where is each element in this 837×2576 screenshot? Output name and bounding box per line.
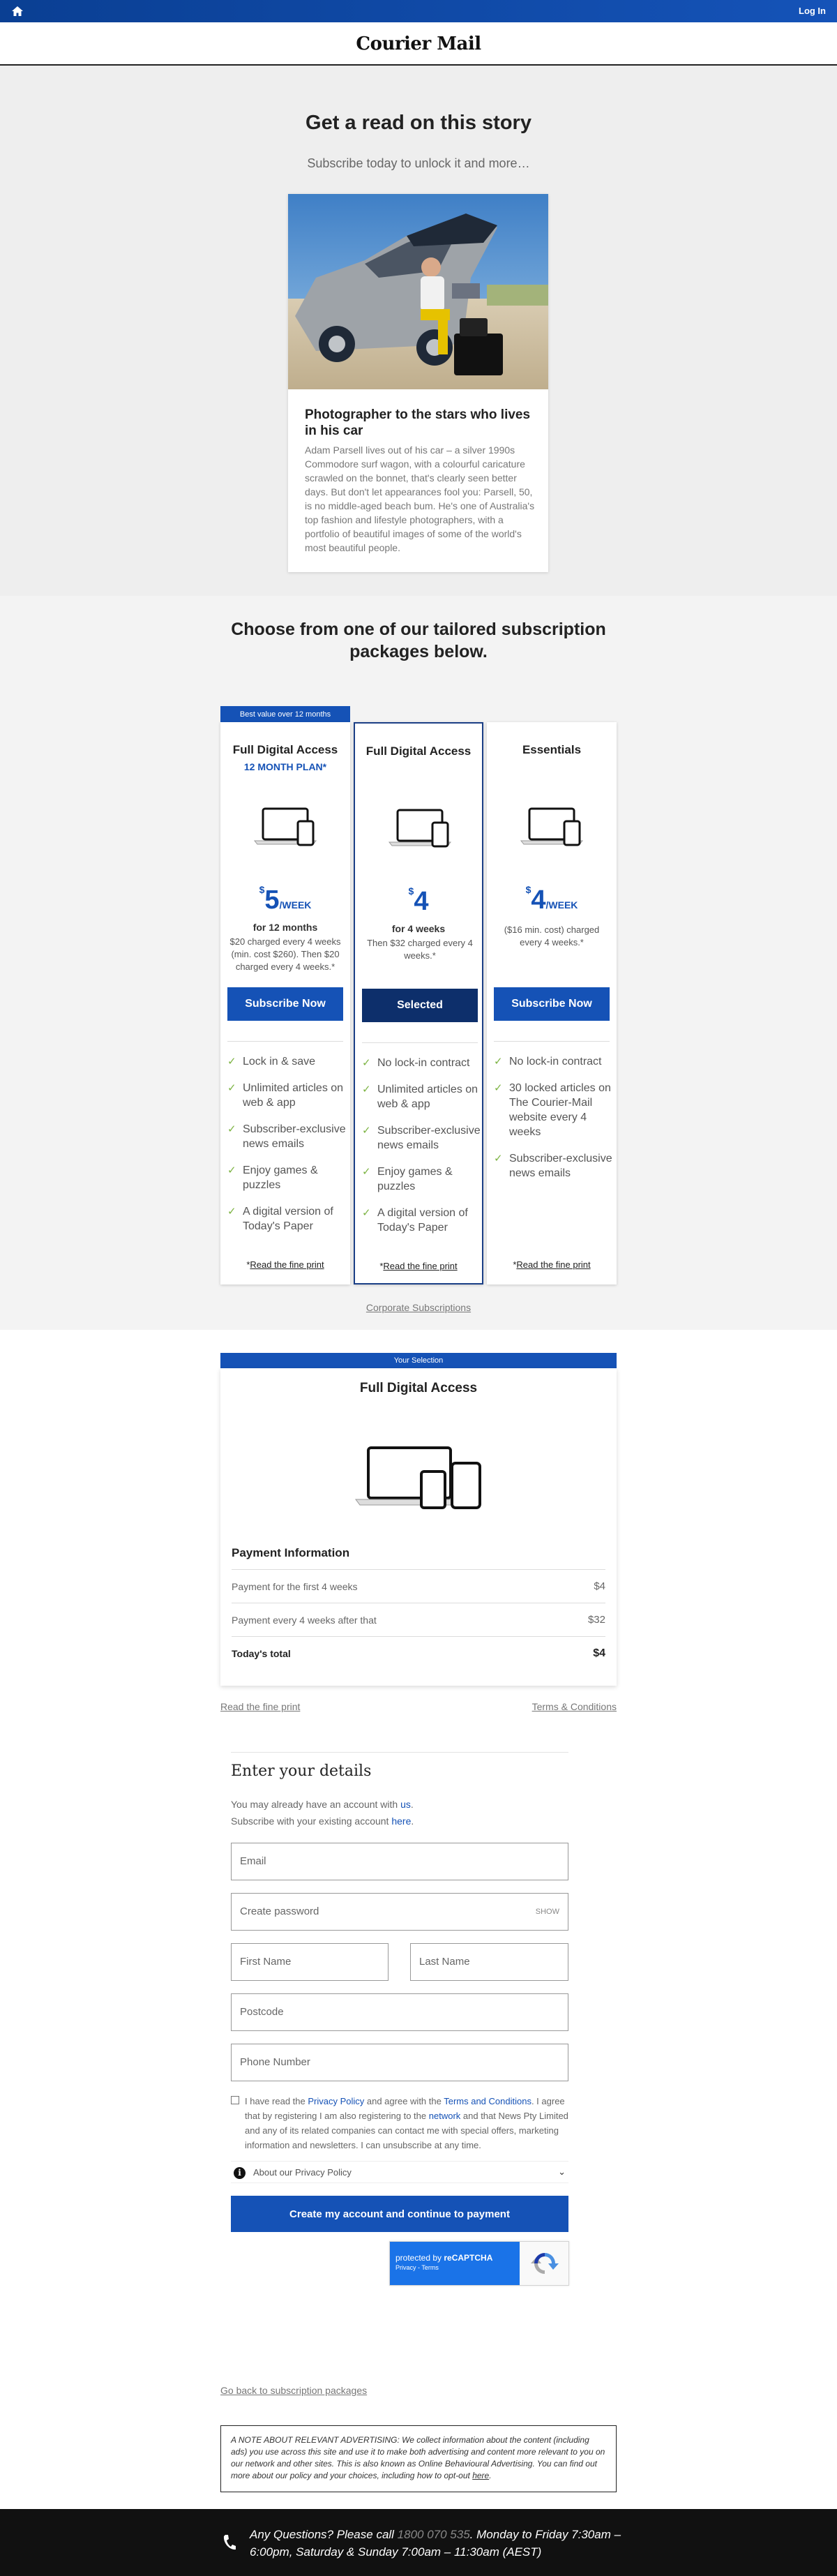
plan-price: $5/WEEK xyxy=(259,884,312,915)
plan-note: Then $32 charged every 4 weeks.* xyxy=(367,938,473,961)
your-selection-header: Your Selection xyxy=(220,1353,617,1368)
plan-term: for 12 months xyxy=(252,922,318,933)
fine-print: *Read the fine print xyxy=(379,1261,458,1271)
selection-card xyxy=(220,1368,617,1686)
email-field[interactable]: Email xyxy=(231,1843,568,1880)
check-icon: ✓ A digital version of Today's Paper xyxy=(227,1204,346,1234)
check-icon: ✓ A digital version of Today's Paper xyxy=(362,1206,481,1235)
fine-print: *Read the fine print xyxy=(246,1259,324,1270)
agree-checkbox[interactable] xyxy=(231,2096,239,2104)
check-icon: ✓ Lock in & save xyxy=(227,1054,346,1069)
recaptcha-badge[interactable]: protected by reCAPTCHA Privacy - Terms xyxy=(389,2241,569,2286)
fine-print-link[interactable]: Read the fine print xyxy=(516,1259,591,1270)
existing-account-note: Subscribe with your existing account here. xyxy=(231,1815,414,1827)
subscribe-now-button[interactable]: Subscribe Now xyxy=(227,987,343,1021)
plan-price: $4 xyxy=(408,885,429,916)
plan-card-12-month[interactable] xyxy=(220,722,350,1285)
plan-card-4-week[interactable] xyxy=(354,722,483,1285)
recaptcha-links[interactable]: Privacy - Terms xyxy=(395,2264,439,2271)
chevron-down-icon: ⌄ xyxy=(558,2166,566,2177)
plan-name: Essentials xyxy=(522,743,582,756)
check-icon: ✓ No lock-in contract xyxy=(494,1054,612,1069)
plan-tag: 12 MONTH PLAN* xyxy=(243,761,327,772)
plan-name: Full Digital Access xyxy=(365,744,472,758)
divider xyxy=(231,1752,568,1753)
check-icon: ✓ 30 locked articles on The Courier-Mail website every 4 weeks xyxy=(494,1081,612,1139)
existing-account-note: You may already have an account with us. xyxy=(231,1799,414,1810)
story-title[interactable]: Photographer to the stars who lives in his car xyxy=(305,407,531,438)
laptop-phone-icon xyxy=(386,807,453,848)
subscribe-now-button[interactable]: Subscribe Now xyxy=(494,987,610,1021)
terms-link[interactable]: Terms and Conditions xyxy=(444,2096,531,2106)
phone-number-link[interactable]: 1800 070 535 xyxy=(397,2528,470,2541)
privacy-policy-link[interactable]: Privacy Policy xyxy=(308,2096,365,2106)
privacy-accordion-label: About our Privacy Policy xyxy=(253,2167,352,2178)
home-icon[interactable] xyxy=(11,5,24,17)
feature-list xyxy=(227,1054,346,1245)
payment-info-title: Payment Information xyxy=(232,1546,350,1559)
selected-button[interactable]: Selected xyxy=(362,989,478,1022)
divider xyxy=(227,1041,343,1042)
create-account-button[interactable]: Create my account and continue to payment xyxy=(231,2196,568,2232)
check-icon: ✓ Subscriber-exclusive news emails xyxy=(494,1151,612,1181)
check-icon: ✓ Enjoy games & puzzles xyxy=(362,1165,481,1194)
phone-number-field[interactable]: Phone Number xyxy=(231,2044,568,2081)
plan-name: Full Digital Access xyxy=(232,743,338,756)
here-link[interactable]: here xyxy=(391,1815,412,1827)
first-name-field[interactable]: First Name xyxy=(231,1943,389,1981)
info-icon: i xyxy=(234,2167,246,2179)
network-link[interactable]: network xyxy=(428,2111,461,2121)
courier-mail-logo[interactable]: Courier Mail xyxy=(356,33,481,54)
laptop-phone-icon xyxy=(354,1444,483,1511)
feature-list xyxy=(494,1054,612,1192)
show-password-toggle[interactable]: SHOW xyxy=(535,1908,559,1916)
plans-title: Choose from one of our tailored subscription packages below. xyxy=(231,620,606,661)
postcode-field[interactable]: Postcode xyxy=(231,1993,568,2031)
todays-total-row: Today's total $4 xyxy=(232,1636,605,1670)
check-icon: ✓ Subscriber-exclusive news emails xyxy=(362,1123,481,1153)
recaptcha-icon xyxy=(529,2251,560,2276)
terms-conditions-link[interactable]: Terms & Conditions xyxy=(531,1701,617,1712)
masthead xyxy=(0,22,837,66)
fine-print: *Read the fine print xyxy=(513,1259,591,1270)
feature-list xyxy=(362,1056,481,1247)
plan-note: $20 charged every 4 weeks (min. cost $260). Then $20 charged every 4 weeks.* xyxy=(229,936,341,972)
hero-title: Get a read on this story xyxy=(306,112,531,134)
phone-icon xyxy=(223,2534,236,2551)
check-icon: ✓ Unlimited articles on web & app xyxy=(362,1082,481,1111)
footer xyxy=(0,2509,837,2576)
support-phone-text: Any Questions? Please call 1800 070 535. Monday to Friday 7:30am – 6:00pm, Saturday & Sunday 7:00am – 11:30am (AEST) xyxy=(250,2528,621,2559)
go-back-link[interactable]: Go back to subscription packages xyxy=(220,2385,368,2396)
plan-term: for 4 weeks xyxy=(391,923,446,934)
corporate-subscriptions-link[interactable]: Corporate Subscriptions xyxy=(365,1302,472,1313)
opt-out-link[interactable]: here xyxy=(472,2471,490,2480)
details-title: Enter your details xyxy=(231,1762,372,1780)
plan-note: ($16 min. cost) charged every 4 weeks.* xyxy=(504,924,600,948)
divider xyxy=(494,1041,610,1042)
divider xyxy=(362,1042,478,1043)
hero-section xyxy=(0,66,837,596)
last-name-field[interactable]: Last Name xyxy=(410,1943,568,1981)
best-value-badge: Best value over 12 months xyxy=(220,706,350,723)
fine-print-link[interactable]: Read the fine print xyxy=(220,1701,301,1712)
plan-card-essentials[interactable] xyxy=(487,722,617,1285)
selected-plan-name: Full Digital Access xyxy=(359,1381,478,1395)
advertising-notice: A NOTE ABOUT RELEVANT ADVERTISING: We collect information about the content (including ads) you use across this site and use it to make both advertising and content more relevant to you on our network and other sites. This is also known as Online Behavioural Advertising. You can find out more about our policy and your choices, including how to opt-out here. xyxy=(220,2425,617,2492)
payment-row: Payment every 4 weeks after that $32 xyxy=(232,1603,605,1636)
plan-price: $4/WEEK xyxy=(525,884,578,915)
check-icon: ✓ No lock-in contract xyxy=(362,1056,481,1070)
hero-subtitle: Subscribe today to unlock it and more… xyxy=(307,156,530,170)
story-card xyxy=(288,194,548,572)
fine-print-link[interactable]: Read the fine print xyxy=(383,1261,458,1271)
fine-print-link[interactable]: Read the fine print xyxy=(250,1259,324,1270)
story-excerpt: Adam Parsell lives out of his car – a silver 1990s Commodore surf wagon, with a colourful caricature scrawled on the bonnet, that's clearly seen better days. But don't let appearances fool you: Parsell, 50, is no middle-aged beach bum. He's one of Australia's top fashion and lifestyle photographers, with a portfolio of beautiful images of some of the world's most beautiful people. xyxy=(305,444,535,553)
laptop-phone-icon xyxy=(518,806,585,846)
top-bar xyxy=(0,0,837,22)
login-link[interactable]: Log In xyxy=(799,6,826,16)
us-link[interactable]: us xyxy=(400,1799,411,1810)
check-icon: ✓ Unlimited articles on web & app xyxy=(227,1081,346,1110)
check-icon: ✓ Subscriber-exclusive news emails xyxy=(227,1122,346,1151)
laptop-phone-icon xyxy=(252,806,319,846)
story-image xyxy=(288,194,548,389)
password-field[interactable]: Create password SHOW xyxy=(231,1893,568,1931)
check-icon: ✓ Enjoy games & puzzles xyxy=(227,1163,346,1192)
privacy-policy-accordion[interactable] xyxy=(231,2161,568,2183)
payment-row: Payment for the first 4 weeks $4 xyxy=(232,1569,605,1603)
